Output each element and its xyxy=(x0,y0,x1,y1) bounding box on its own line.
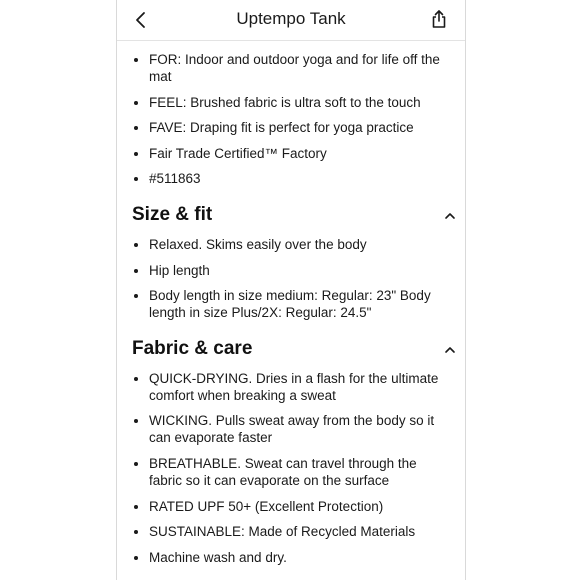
list-item: BREATHABLE. Sweat can travel through the fabric so it can evaporate on the surface xyxy=(117,455,465,489)
section-title: Size & fit xyxy=(132,203,213,225)
list-item: WICKING. Pulls sweat away from the body so it can evaporate faster xyxy=(117,412,465,446)
list-item: FOR: Indoor and outdoor yoga and for life off the mat xyxy=(117,51,465,85)
page-title: Uptempo Tank xyxy=(236,9,346,28)
product-details-screen xyxy=(116,0,466,580)
list-item: RATED UPF 50+ (Excellent Protection) xyxy=(117,498,465,515)
chevron-up-icon xyxy=(443,343,457,357)
top-bar xyxy=(117,0,465,41)
list-item: Relaxed. Skims easily over the body xyxy=(117,236,465,253)
share-icon[interactable] xyxy=(427,7,451,31)
chevron-up-icon xyxy=(443,209,457,223)
fabric-care-list xyxy=(117,370,465,566)
list-item: QUICK-DRYING. Dries in a flash for the ultimate comfort when breaking a sweat xyxy=(117,370,465,404)
size-fit-list xyxy=(117,236,465,321)
list-item: FAVE: Draping fit is perfect for yoga practice xyxy=(117,119,465,136)
list-item: Hip length xyxy=(117,262,465,279)
list-item: Machine wash and dry. xyxy=(117,549,465,566)
section-title: Fabric & care xyxy=(132,337,253,359)
details-content xyxy=(117,41,465,574)
list-item: SUSTAINABLE: Made of Recycled Materials xyxy=(117,523,465,540)
fabric-care-section-toggle[interactable] xyxy=(117,330,465,370)
size-fit-section-toggle[interactable] xyxy=(117,196,465,236)
list-item: FEEL: Brushed fabric is ultra soft to the touch xyxy=(117,94,465,111)
list-item: Fair Trade Certified™ Factory xyxy=(117,145,465,162)
features-list xyxy=(117,41,465,187)
list-item: Body length in size medium: Regular: 23" Body length in size Plus/2X: Regular: 24.5" xyxy=(117,287,465,321)
list-item: #511863 xyxy=(117,170,465,187)
